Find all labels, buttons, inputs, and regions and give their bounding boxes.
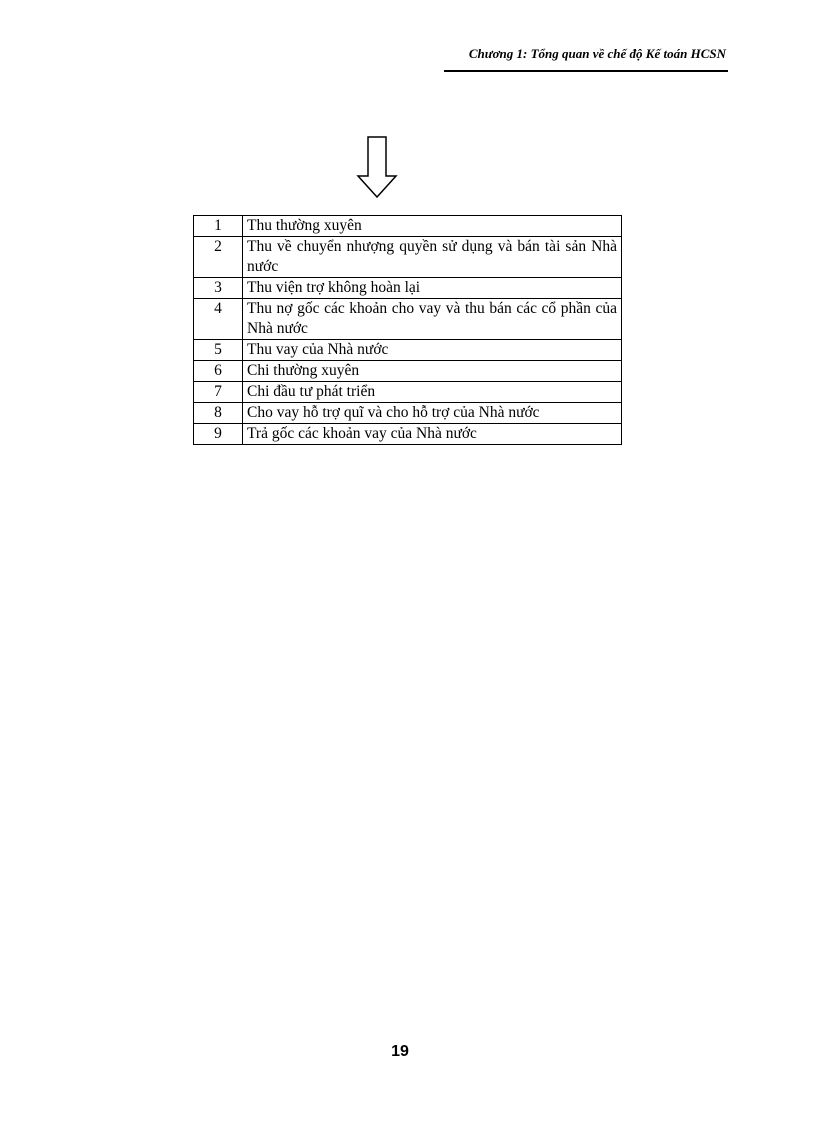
- row-description: Cho vay hỗ trợ quĩ và cho hỗ trợ của Nhà nước: [243, 403, 622, 424]
- row-number: 3: [194, 278, 243, 299]
- row-number: 2: [194, 237, 243, 278]
- page-number: 19: [391, 1043, 409, 1060]
- row-number: 9: [194, 424, 243, 445]
- table-row: [194, 361, 622, 382]
- table-row: [194, 340, 622, 361]
- row-description: Chi đầu tư phát triển: [243, 382, 622, 403]
- row-number: 1: [194, 216, 243, 237]
- table-body: [194, 216, 622, 445]
- header-rule: [444, 70, 728, 72]
- table-row: [194, 403, 622, 424]
- row-number: 4: [194, 299, 243, 340]
- row-number: 8: [194, 403, 243, 424]
- row-description: Chi thường xuyên: [243, 361, 622, 382]
- row-number: 5: [194, 340, 243, 361]
- row-description: Thu thường xuyên: [243, 216, 622, 237]
- row-number: 7: [194, 382, 243, 403]
- row-description: Thu viện trợ không hoàn lại: [243, 278, 622, 299]
- budget-items-table: [193, 215, 622, 445]
- table-row: [194, 278, 622, 299]
- table-row: [194, 237, 622, 278]
- row-description: Trả gốc các khoản vay của Nhà nước: [243, 424, 622, 445]
- row-description: Thu về chuyển nhượng quyền sử dụng và bán tài sản Nhà nước: [243, 237, 622, 278]
- table-row: [194, 216, 622, 237]
- table-row: [194, 424, 622, 445]
- table-row: [194, 299, 622, 340]
- table: [193, 215, 622, 445]
- row-description: Thu nợ gốc các khoản cho vay và thu bán các cổ phần của Nhà nước: [243, 299, 622, 340]
- row-number: 6: [194, 361, 243, 382]
- chapter-header: Chương 1: Tổng quan về chế độ Kế toán HCSN: [468, 46, 726, 61]
- row-description: Thu vay của Nhà nước: [243, 340, 622, 361]
- down-arrow-icon: [356, 136, 398, 198]
- table-row: [194, 382, 622, 403]
